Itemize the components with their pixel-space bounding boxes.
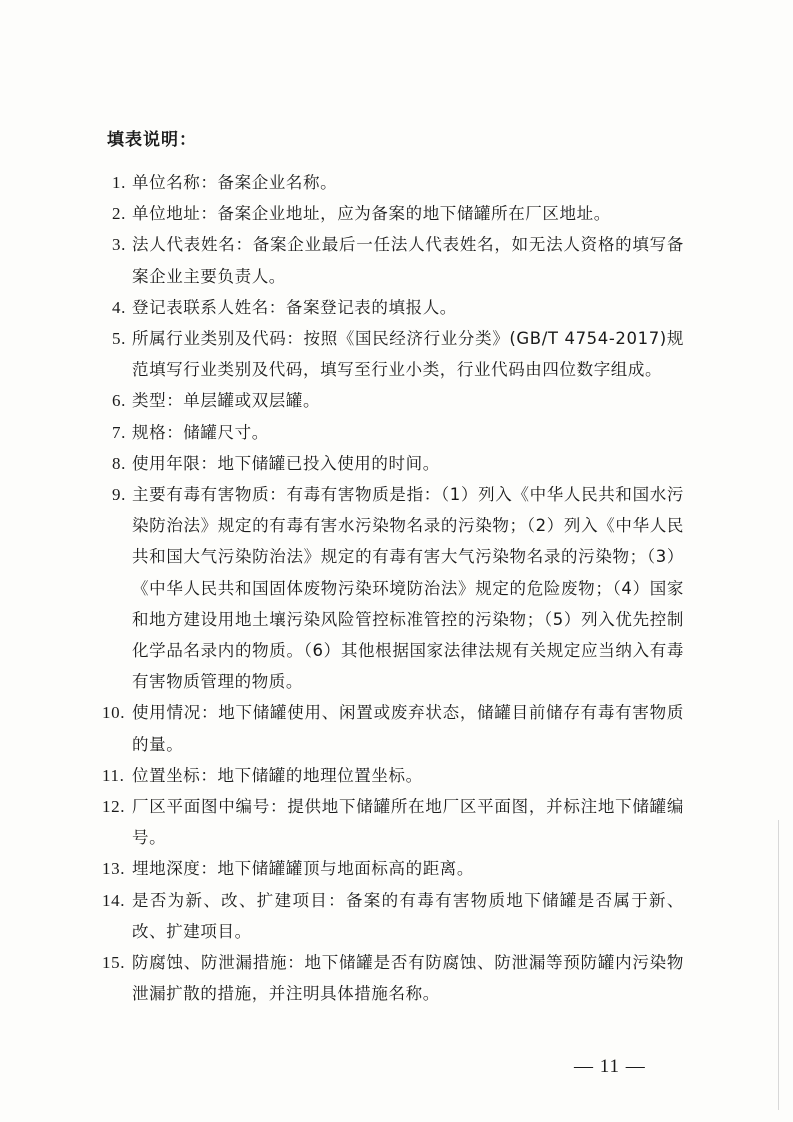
page-number: — 11 — (574, 1056, 646, 1077)
item-text: 厂区平面图中编号：提供地下储罐所在地厂区平面图，并标注地下储罐编号。 (132, 797, 684, 848)
item-number: 10. (102, 703, 126, 723)
item-number: 12. (102, 797, 126, 817)
item-text: 单位地址：备案企业地址，应为备案的地下储罐所在厂区地址。 (132, 204, 611, 224)
item-text: 位置坐标：地下储罐的地理位置坐标。 (132, 765, 423, 785)
item-number: 4. (112, 297, 126, 317)
item-text: 单位名称：备案企业名称。 (132, 173, 338, 192)
item-text: 使用年限：地下储罐已投入使用的时间。 (132, 453, 440, 473)
item-text: 法人代表姓名：备案企业最后一任法人代表姓名，如无法人资格的填写备案企业主要负责人。 (132, 235, 684, 286)
item-text: 所属行业类别及代码：按照《国民经济行业分类》(GB/T 4754-2017)规范填写行业类别及代码，填写至行业小类，行业代码由四位数字组成。 (132, 329, 684, 380)
list-item (94, 292, 684, 323)
scan-edge-line (778, 820, 779, 1110)
item-text: 使用情况：地下储罐使用、闲置或废弃状态，储罐目前储存有毒有害物质的量。 (132, 703, 684, 754)
instructions-list (94, 167, 684, 1009)
list-item (94, 167, 684, 198)
item-number: 15. (102, 953, 126, 973)
item-text: 埋地深度：地下储罐罐顶与地面标高的距离。 (132, 859, 474, 879)
item-number: 14. (102, 890, 126, 910)
list-item (94, 448, 684, 479)
item-number: 9. (112, 485, 126, 505)
item-text: 类型：单层罐或双层罐。 (132, 391, 321, 411)
list-item (94, 791, 684, 853)
item-text: 登记表联系人姓名：备案登记表的填报人。 (132, 297, 457, 317)
list-item (94, 417, 684, 448)
list-item (94, 479, 684, 697)
list-item (94, 385, 684, 416)
item-number: 11. (102, 765, 125, 785)
item-number: 1. (112, 173, 126, 192)
list-item (94, 229, 684, 291)
instructions-heading: 填表说明： (107, 130, 197, 150)
list-item (94, 853, 684, 884)
item-number: 2. (112, 204, 126, 224)
item-number: 5. (112, 329, 126, 349)
item-number: 7. (112, 422, 126, 442)
item-text: 主要有毒有害物质：有毒有害物质是指：（1）列入《中华人民共和国水污染防治法》规定的有毒有害水污染物名录的污染物；（2）列入《中华人民共和国大气污染防治法》规定的有毒有害大气污染物名录的污染物；（3）《中华人民共和国固体废物污染环境防治法》规定的危险废物；（4）国家和地方建设用地土壤污染风险管控标准管控的污染物；（5）列入优先控制化学品名录内的物质。（6）其他根据国家法律法规有关规定应当纳入有毒有害物质管理的物质。 (132, 485, 684, 692)
list-item (94, 323, 684, 385)
item-text: 是否为新、改、扩建项目：备案的有毒有害物质地下储罐是否属于新、改、扩建项目。 (132, 890, 684, 941)
list-item (94, 697, 684, 759)
list-item (94, 760, 684, 791)
list-item (94, 198, 684, 229)
item-number: 8. (112, 453, 126, 473)
list-item (94, 885, 684, 947)
item-number: 3. (112, 235, 126, 255)
list-item (94, 947, 684, 1009)
item-number: 6. (112, 391, 126, 411)
item-text: 规格：储罐尺寸。 (132, 422, 269, 442)
item-number: 13. (102, 859, 126, 879)
item-text: 防腐蚀、防泄漏措施：地下储罐是否有防腐蚀、防泄漏等预防罐内污染物泄漏扩散的措施，并注明具体措施名称。 (132, 953, 684, 1004)
